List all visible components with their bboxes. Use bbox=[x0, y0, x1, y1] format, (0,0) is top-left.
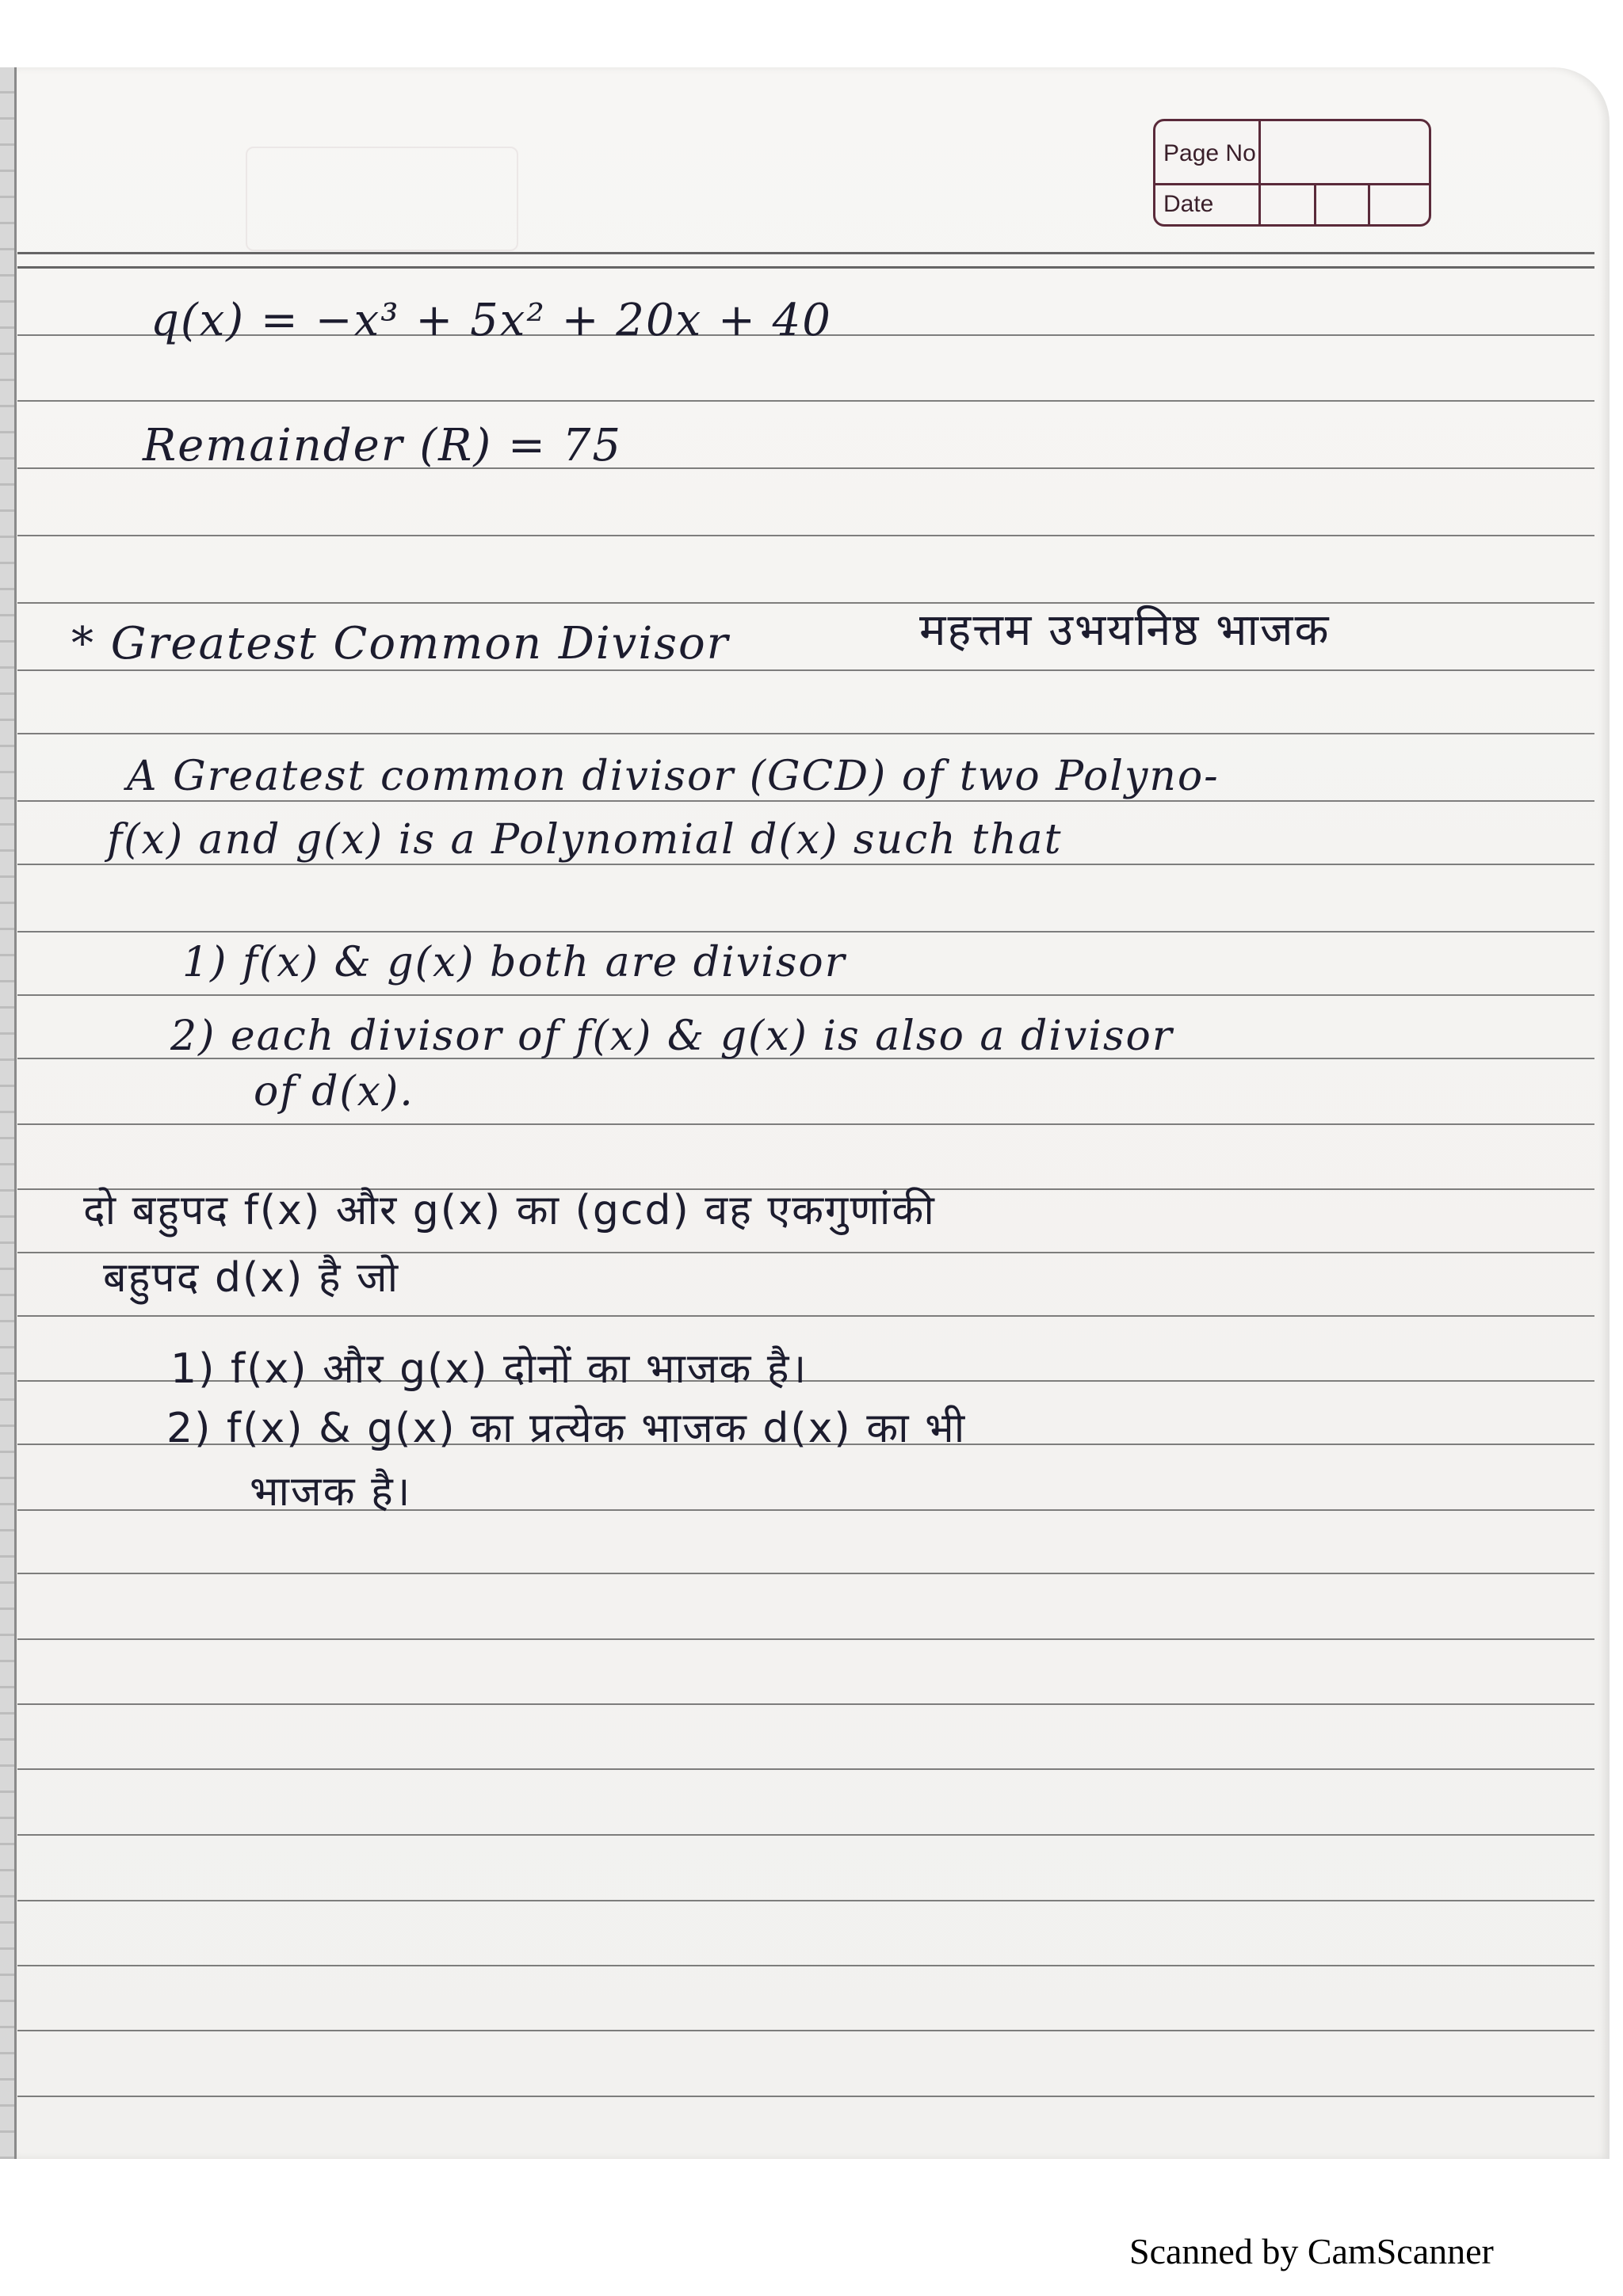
hindi-point-1: 1) f(x) और g(x) दोनों का भाजक है। bbox=[170, 1345, 808, 1393]
ruled-line bbox=[17, 733, 1594, 734]
equation-line: q(x) = −x³ + 5x² + 20x + 40 bbox=[151, 295, 832, 346]
remainder-line: Remainder (R) = 75 bbox=[143, 420, 622, 471]
ruled-line bbox=[17, 2030, 1594, 2031]
page-no-label: Page No bbox=[1163, 140, 1256, 166]
definition-point-2-line-1: 2) each divisor of f(x) & g(x) is also a divisor bbox=[170, 1013, 1174, 1060]
hindi-definition-line-1: दो बहुपद f(x) और g(x) का (gcd) वह एकगुणांकी bbox=[83, 1187, 936, 1234]
ruled-line bbox=[17, 1834, 1594, 1836]
definition-line-1: A Greatest common divisor (GCD) of two Polyno- bbox=[127, 753, 1220, 800]
definition-line-2: f(x) and g(x) is a Polynomial d(x) such that bbox=[107, 816, 1063, 864]
box-divider bbox=[1368, 183, 1370, 224]
ruled-line bbox=[17, 1573, 1594, 1574]
definition-point-1: 1) f(x) & g(x) both are divisor bbox=[182, 939, 846, 986]
ruled-line bbox=[17, 864, 1594, 865]
hindi-definition-line-2: बहुपद d(x) है जो bbox=[103, 1254, 400, 1302]
ruled-line bbox=[17, 602, 1594, 604]
box-divider bbox=[1258, 121, 1261, 224]
ruled-line bbox=[17, 1703, 1594, 1705]
definition-point-2-line-2: of d(x). bbox=[254, 1068, 414, 1116]
ruled-line bbox=[17, 2096, 1594, 2097]
hindi-point-2-line-2: भाजक है। bbox=[250, 1468, 412, 1516]
section-heading-hindi: महत्तम उभयनिष्ठ भाजक bbox=[919, 605, 1331, 656]
ruled-line bbox=[17, 800, 1594, 802]
box-divider bbox=[1155, 183, 1429, 185]
ruled-line bbox=[17, 1638, 1594, 1640]
section-heading: * Greatest Common Divisor bbox=[71, 618, 730, 669]
ruled-line bbox=[17, 1900, 1594, 1901]
ruled-line bbox=[17, 669, 1594, 671]
page-no-date-box bbox=[1153, 119, 1431, 227]
date-label: Date bbox=[1163, 191, 1214, 217]
ruled-line bbox=[17, 252, 1594, 254]
ruled-line bbox=[17, 994, 1594, 996]
ruled-line bbox=[17, 1768, 1594, 1770]
ruled-line bbox=[17, 266, 1594, 269]
ruled-line bbox=[17, 400, 1594, 402]
faint-stamp-imprint bbox=[246, 147, 518, 251]
ruled-line bbox=[17, 931, 1594, 933]
hindi-point-2-line-1: 2) f(x) & g(x) का प्रत्येक भाजक d(x) का भी bbox=[166, 1405, 967, 1452]
scanner-watermark: Scanned by CamScanner bbox=[1129, 2231, 1494, 2271]
ruled-line bbox=[17, 535, 1594, 536]
ruled-line bbox=[17, 1123, 1594, 1125]
box-divider bbox=[1314, 183, 1316, 224]
ruled-line bbox=[17, 1315, 1594, 1317]
ruled-line bbox=[17, 1965, 1594, 1966]
